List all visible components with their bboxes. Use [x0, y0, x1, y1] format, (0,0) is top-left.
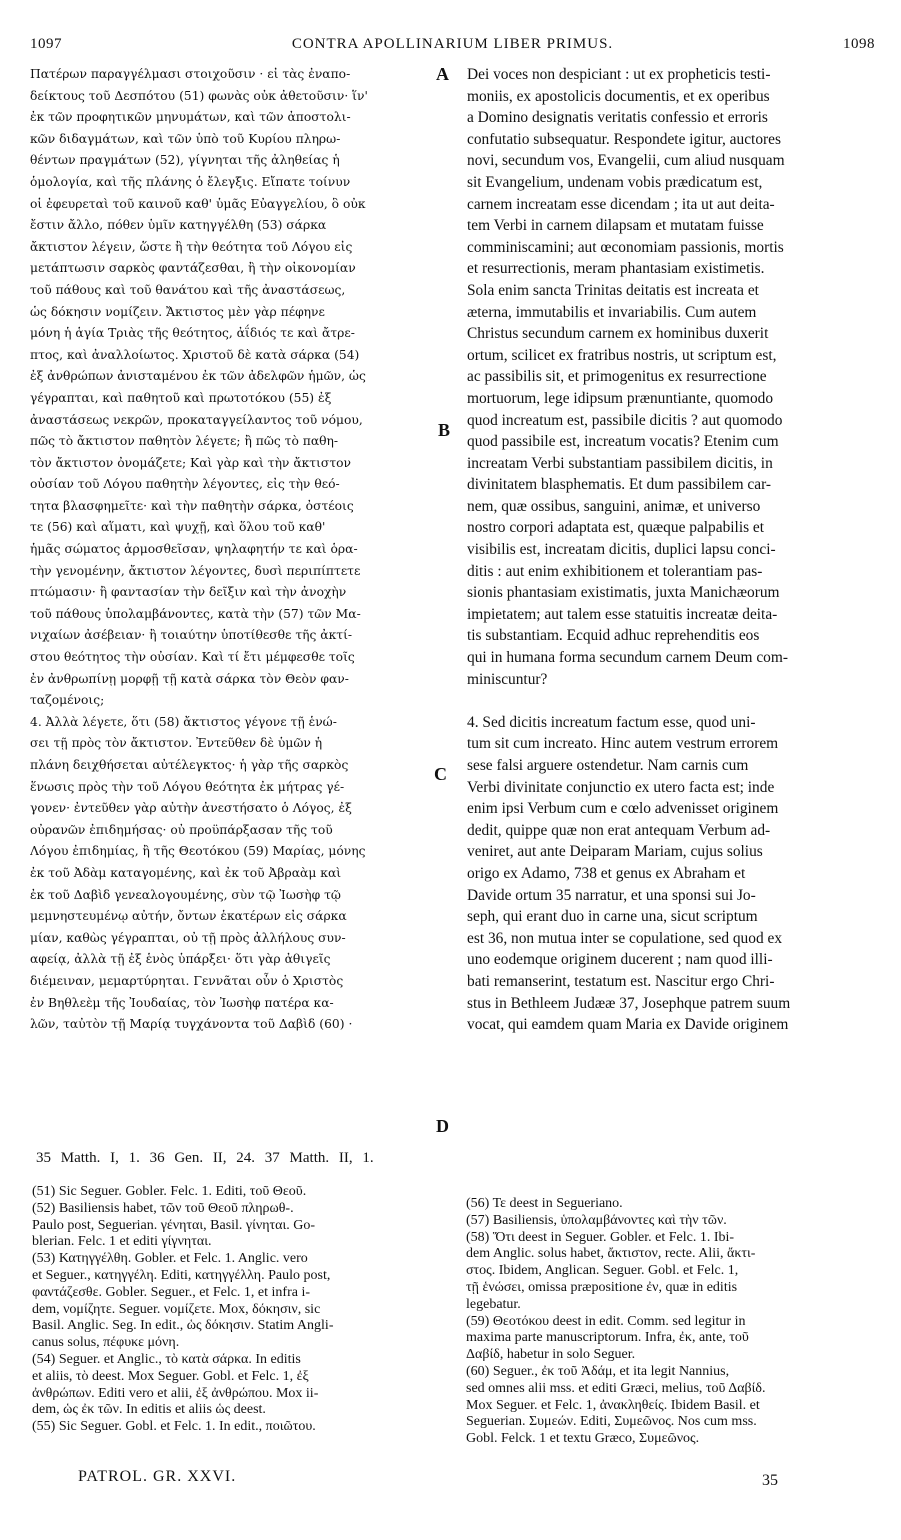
critical-note-line: dem, ὡς ἐκ τῶν. In editis et aliis ὡς deest. [32, 1402, 266, 1418]
critical-note-line: (56) Τε deest in Segueriano. [466, 1196, 623, 1211]
latin-text-line [467, 690, 872, 712]
greek-text-line: ἕνωσις πρὸς τὴν τοῦ Λόγου θεότητα ἐκ μήτρας γέ- [30, 779, 345, 794]
greek-text-line: τητα βλασφημεῖτε· καὶ τὴν παθητὴν σάρκα, ὀστέοις [30, 498, 354, 513]
critical-note-line: (53) Κατηγγέλθη. Gobler. et Felc. 1. Anglic. vero [32, 1251, 308, 1267]
latin-text-line: novi, secundum vos, Evangelii, cum aliud nusquam [467, 152, 785, 170]
critical-notes-right [466, 1196, 866, 1448]
latin-text-line: vocat, qui eamdem quam Maria ex Davide originem [467, 1016, 789, 1034]
latin-text-line: Dei voces non despiciant : ut ex propheticis testi- [467, 66, 771, 83]
greek-text-line: τὴν γενομένην, ἄκτιστον λέγοντες, δυσὶ περιπίπτετε [30, 563, 361, 578]
latin-text-line: carnem increatam esse dicendam ; ita ut aut deita- [467, 195, 775, 213]
latin-text-line: tum sit cum increato. Hinc autem vestrum errorem [467, 735, 779, 753]
latin-text-line: sese falsi arguere ostendetur. Nam carnis cum [467, 757, 749, 774]
latin-text-line: miniscuntur? [467, 670, 548, 688]
greek-text-line: τὸν ἄκτιστον ὀνομάζετε; Καὶ γὰρ καὶ τὴν ἄκτιστον [30, 455, 352, 470]
latin-text-line: 4. Sed dicitis increatum factum esse, quod uni- [467, 713, 756, 731]
section-marker-d: D [436, 1116, 449, 1136]
greek-text-line: διέμειναν, μεμαρτύρηται. Γεννᾶται οὖν ὁ Χριστὸς [30, 973, 344, 988]
latin-text-line: quod passibile est, increatum vocatis? Etenim cum [467, 433, 779, 451]
latin-text-line: impietatem; aut talem esse statuitis increatæ deita- [467, 605, 778, 623]
greek-text-line: στου θεότητος τὴν οὐσίαν. Καὶ τί ἔτι μέμφεσθε τοῖς [30, 650, 355, 665]
critical-note-line: (58) Ὅτι deest in Seguer. Gobler. et Felc. 1. Ibi- [466, 1229, 735, 1245]
latin-text-line: qui in humana forma secundum carnem Deum com- [467, 649, 788, 667]
critical-note-line: legebatur. [466, 1296, 521, 1312]
critical-note-line: στος. Ibidem, Anglican. Seguer. Gobl. et Felc. 1, [466, 1263, 739, 1279]
greek-text-line: ἐν ἀνθρωπίνῃ μορφῇ τῇ κατὰ σάρκα τὸν Θεὸν φαν- [30, 671, 349, 686]
greek-text-line: ὡς δόκησιν νομίζειν. Ἄκτιστος μὲν γὰρ πέφηνε [30, 304, 325, 319]
greek-text-line: τοῦ πάθους ὑπολαμβάνοντες, κατὰ τὴν (57) τῶν Μα- [30, 606, 361, 621]
greek-text-line: ἐν Βηθλεὲμ τῆς Ἰουδαίας, τὸν Ἰωσὴφ πατέρα κα- [30, 995, 334, 1010]
critical-note-line: Mox Seguer. et Felc. 1, ἀνακληθείς. Ibidem Basil. et [466, 1397, 760, 1413]
latin-text-line: ditis : aut enim exhibitionem et tolerantiam pas- [467, 562, 763, 580]
latin-text-line: stus in Bethleem Judææ 37, Josephque patrem suum [467, 994, 791, 1012]
critical-note-line: canus solus, πέφυκε μόνη. [32, 1335, 180, 1351]
critical-note-line: dem, νομίζητε. Seguer. νομίζετε. Mox, δόκησιν, sic [32, 1301, 321, 1317]
greek-text-line: τοῦ πάθους καὶ τοῦ θανάτου καὶ τῆς ἀναστάσεως, [30, 282, 346, 297]
critical-note-line: (60) Seguer., ἐκ τοῦ Ἀδάμ, et ita legit Nannius, [466, 1363, 730, 1379]
greek-text-line: ἐξ ἀνθρώπων ἀνισταμένου ἐκ τῶν ἀδελφῶν ἡμῶν, ὡς [30, 369, 366, 384]
critical-note-line: blerian. Felc. 1 et editi γίγνηται. [32, 1234, 212, 1250]
latin-text-line: Christus secundum carnem ex hominibus duxerit [467, 325, 769, 343]
critical-notes-left [32, 1184, 432, 1436]
latin-text-line: uno eodemque originem ducerent ; nam quod illi- [467, 951, 773, 969]
latin-text-line: ortum, scilicet ex fratribus nostris, ut scriptum est, [467, 346, 777, 364]
critical-note-line: Seguerian. Συμεών. Editi, Συμεῶνος. Nos cum mss. [466, 1414, 757, 1430]
section-marker-b: B [438, 420, 451, 440]
running-title: CONTRA APOLLINARIUM LIBER PRIMUS. [291, 36, 614, 52]
critical-note-line: Basil. Anglic. Seg. In edit., ὡς δόκησιν. Statim Angli- [32, 1318, 334, 1334]
latin-text-line: veniret, aut ante Deiparam Mariam, cujus solius [467, 843, 763, 861]
latin-text-line: ac passibilis sit, et primogenitus ex resurrectione [467, 368, 767, 386]
greek-text-line: ἐκ τοῦ Δαβὶδ γενεαλογουμένης, σὺν τῷ Ἰωσὴφ τῷ [30, 887, 341, 902]
greek-text-line: θέντων πραγμάτων (52), γίγνηται τῆς ἀληθείας ἡ [30, 153, 340, 168]
critical-note-line: Gobl. Felck. 1 et textu Græco, Συμεῶνος. [466, 1431, 700, 1447]
greek-text-line: ἡμᾶς σώματος ἁρμοσθεῖσαν, ψηλαφητήν τε καὶ ὁρα- [30, 542, 358, 557]
greek-text-line: πτώμασιν· ἢ φαντασίαν τὴν δεῖξιν καὶ τὴν ἀνοχὴν [30, 585, 347, 600]
critical-note-line: maxima parte manuscriptorum. Infra, ἐκ, ante, τοῦ [466, 1330, 749, 1346]
latin-text-line: increatam Verbi substantiam passibilem dicitis, in [467, 454, 773, 472]
latin-text-line: tem Verbi in carnem dilapsam et mutatam fuisse [467, 217, 764, 235]
running-header [30, 32, 875, 60]
greek-text-line: τε (56) καὶ αἵματι, καὶ ψυχῇ, καὶ ὅλου τοῦ καθ' [30, 520, 326, 535]
greek-text-line: νιχαίων ἀσέβειαν· ἢ τοιαύτην ὑποτίθεσθε τῆς ἀκτί- [30, 628, 353, 643]
latin-text-line: moniis, ex apostolicis documentis, et ex operibus [467, 87, 770, 105]
series-signature: PATROL. GR. XXVI. [78, 1468, 237, 1485]
critical-note-line: (51) Sic Seguer. Gobler. Felc. 1. Editi, τοῦ Θεοῦ. [32, 1184, 307, 1199]
critical-note-line: ἀνθρώπων. Editi vero et alii, ἐξ ἀνθρώπου. Mox ii- [32, 1385, 319, 1401]
greek-text-line: πτος, καὶ ἀναλλοίωτος. Χριστοῦ δὲ κατὰ σάρκα (54) [30, 347, 360, 362]
critical-note-line: et Seguer., κατηγγέλη. Editi, κατηγγέλλη. Paulo post, [32, 1267, 331, 1283]
critical-note-line: Δαβίδ, habetur in solo Seguer. [466, 1347, 636, 1363]
greek-text-line: μόνη ἡ ἁγία Τριὰς τῆς θεότητος, ἀΐδιός τε καὶ ἄτρε- [30, 326, 355, 341]
critical-note-line: et aliis, τὸ deest. Mox Seguer. Gobl. et Felc. 1, ἐξ [32, 1368, 309, 1384]
greek-text-line: πλάνη δειχθήσεται αὐτέλεγκτος· ἡ γὰρ τῆς σαρκὸς [30, 758, 349, 772]
greek-text-line: πῶς τὸ ἄκτιστον παθητὸν λέγετε; ἢ πῶς τὸ παθη- [30, 434, 339, 449]
latin-text-line: est 36, non mutua inter se copulatione, sed quod ex [467, 929, 783, 947]
latin-text-line: dedit, quippe quæ non erat antequam Verbum ad- [467, 821, 771, 839]
section-marker-a: A [436, 64, 449, 84]
greek-text-line: γονεν· ἐντεῦθεν γὰρ αὐτὴν ἀνεστήσατο ὁ Λόγος, ἐξ [30, 801, 352, 816]
greek-text-line: οἱ ἐφευρεταὶ τοῦ καινοῦ καθ' ὑμᾶς Εὐαγγελίου, ὃ οὐκ [30, 196, 366, 211]
critical-note-line: (59) Θεοτόκου deest in edit. Comm. sed legitur in [466, 1313, 746, 1329]
latin-text-line: a Domino designatis veritatis confessio et erroris [467, 109, 768, 127]
left-column-number: 1097 [30, 36, 62, 52]
latin-text-line: quod increatum est, passibile dicitis ? aut quomodo [467, 411, 783, 429]
latin-text-line: sit Evangelium, undenam vobis prædicatum est, [467, 173, 763, 191]
greek-text-line: Λόγου ἐπιδημίας, ἢ τῆς Θεοτόκου (59) Μαρίας, μόνης [30, 844, 366, 859]
critical-note-line: Paulo post, Seguerian. γένηται, Basil. γίνηται. Go- [32, 1217, 316, 1233]
latin-text-line: sionis phantasiam existimatis, juxta Manichæorum [467, 584, 780, 602]
latin-text-line: tis substantiam. Ecquid adhuc reprehenditis eos [467, 627, 760, 645]
latin-text-line: enim ipsi Verbum cum e cœlo advenisset originem [467, 800, 779, 818]
critical-note-line: (54) Seguer. et Anglic., τὸ κατὰ σάρκα. In editis [32, 1351, 301, 1367]
latin-text-line: comminiscamini; aut œconomiam passionis, mortis [467, 238, 784, 256]
critical-note-line: (52) Basiliensis habet, τῶν τοῦ Θεοῦ πληρωθ-. [32, 1200, 294, 1216]
latin-text-line: et resurrectionis, meram phantasiam existimetis. [467, 260, 765, 278]
right-column-number: 1098 [843, 36, 875, 52]
greek-text-line: οὐσίαν τοῦ Λόγου παθητὴν λέγοντες, εἰς τὴν θεό- [30, 477, 340, 492]
critical-note-line: (57) Basiliensis, ὑπολαμβάνοντες καὶ τὴν τῶν. [466, 1212, 727, 1228]
greek-text-line: κῶν διδαγμάτων, καὶ τῶν ὑπὸ τοῦ Κυρίου πληρω- [30, 131, 341, 146]
critical-note-line: (55) Sic Seguer. Gobl. et Felc. 1. In edit., ποιῶτου. [32, 1419, 316, 1435]
gathering-number: 35 [762, 1472, 778, 1489]
latin-text-line: divinitatem blasphematis. Et dum passibilem car- [467, 476, 772, 494]
greek-text-line: δείκτους τοῦ Δεσπότου (51) φωνὰς οὐκ ἀθετοῦσιν· ἵν' [30, 88, 368, 103]
greek-text-line: ἄκτιστον λέγειν, ὥστε ἢ τὴν θεότητα τοῦ Λόγου εἰς [30, 239, 353, 254]
greek-text-line: Πατέρων παραγγέλμασι στοιχοῦσιν · εἰ τὰς ἐναπο- [30, 67, 351, 81]
greek-text-line: μεμνηστευμένῳ αὐτήν, ὄντων ἑκατέρων εἰς σάρκα [30, 909, 347, 924]
critical-note-line: τῇ ἑνώσει, omissa præpositione ἐν, quæ in editis [466, 1279, 738, 1295]
greek-text-line: ὁμολογία, καὶ τῆς πλάνης ὁ ἔλεγξις. Εἴπατε τοίνυν [30, 174, 351, 189]
greek-text-line: αφείᾳ, ἀλλὰ τῇ ἐξ ἑνὸς ὑπάρξει· ὅτι γὰρ ἀθιγεῖς [30, 952, 331, 967]
latin-text-column [467, 64, 872, 1036]
greek-text-line: σει τῇ πρὸς τὸν ἄκτιστον. Ἐντεῦθεν δὲ ὑμῶν ἡ [30, 736, 323, 751]
latin-text-line: nostro corpori adaptata est, quæque palpabilis et [467, 519, 765, 537]
latin-text-line: bati remanserint, testatum est. Nascitur ergo Chri- [467, 972, 775, 990]
greek-text-line: ἐκ τοῦ Ἀδὰμ καταγομένης, καὶ ἐκ τοῦ Ἀβραὰμ καὶ [30, 865, 342, 880]
greek-text-line: 4. Ἀλλὰ λέγετε, ὅτι (58) ἄκτιστος γέγονε τῇ ἑνώ- [30, 714, 337, 729]
critical-note-line: sed omnes alii mss. et editi Græci, melius, τοῦ Δαβίδ. [466, 1380, 766, 1396]
latin-text-line: seph, qui erant duo in carne una, sicut scriptum [467, 908, 758, 926]
greek-text-column [30, 64, 430, 1036]
greek-text-line: ἀναστάσεως νεκρῶν, προκαταγγείλαντος τοῦ νόμου, [30, 412, 363, 427]
latin-text-line: mortuorum, lege idipsum prænuntiante, quomodo [467, 389, 774, 407]
scripture-references: 35 Matth. I, 1. 36 Gen. II, 24. 37 Matth. II, 1. [36, 1150, 374, 1166]
greek-text-line: ἔστιν ἄλλο, πόθεν ὑμῖν κατηγγέλθη (53) σάρκα [30, 218, 327, 233]
greek-text-line: ἐκ τῶν προφητικῶν μηνυμάτων, καὶ τῶν ἀποστολι- [30, 110, 351, 125]
greek-text-line: λῶν, ταὐτὸν τῇ Μαρίᾳ τυγχάνοντα τοῦ Δαβὶδ (60) · [30, 1017, 353, 1032]
section-marker-c: C [434, 764, 447, 784]
greek-text-line: γέγραπται, καὶ παθητοῦ καὶ πρωτοτόκου (55) ἐξ [30, 390, 332, 405]
greek-text-line: οὐρανῶν ἐπιδημήσας· οὐ προϋπάρξασαν τῆς τοῦ [30, 822, 333, 837]
greek-text-line: ταζομένοις; [30, 693, 105, 708]
latin-text-line: Sola enim sancta Trinitas deitatis est increata et [467, 281, 759, 299]
latin-text-line: visibilis est, increatam dicitis, duplici lapsu conci- [467, 541, 776, 559]
latin-text-line: nem, quæ ossibus, sanguini, animæ, et universo [467, 497, 761, 515]
critical-note-line: dem Anglic. solus habet, ἄκτιστον, recte. Alii, ἄκτι- [466, 1246, 756, 1262]
latin-text-line: Verbi divinitate conjunctio ex utero facta est; inde [467, 778, 775, 796]
latin-text-line: æterna, immutabilis et invariabilis. Cum autem [467, 303, 757, 321]
greek-text-line: μίαν, καθὼς γέγραπται, οὐ τῇ πρὸς ἀλλήλους συν- [30, 930, 346, 945]
greek-text-line: μετάπτωσιν σαρκὸς φαντάζεσθαι, ἢ τὴν οἰκονομίαν [30, 261, 356, 276]
latin-text-line: confutatio subsequatur. Respondete igitur, auctores [467, 130, 781, 148]
latin-text-line: origo ex Adamo, 738 et genus ex Abraham et [467, 864, 746, 882]
critical-note-line: φαντάζεσθε. Gobler. Seguer., et Felc. 1, et infra i- [32, 1284, 311, 1300]
latin-text-line: Davide ortum 35 narratur, et una sponsi sui Jo- [467, 886, 756, 904]
